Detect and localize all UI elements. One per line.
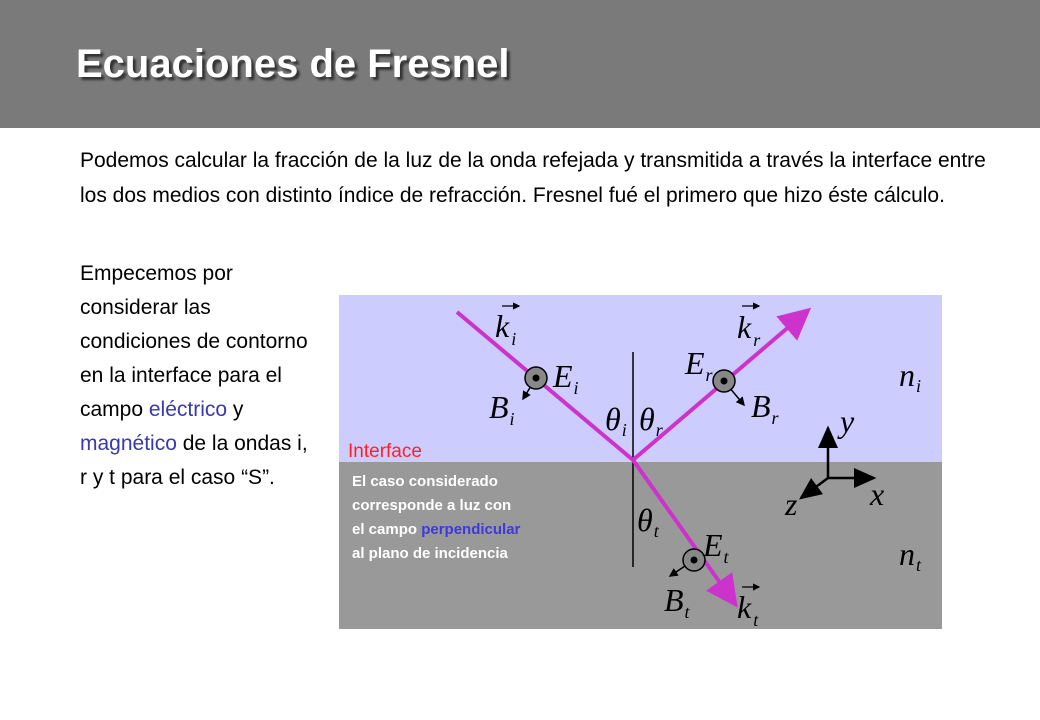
side-text-2: y: [227, 398, 244, 421]
k-incident-label: ki: [495, 308, 517, 349]
intro-paragraph: Podemos calcular la fracción de la luz de la onda refejada y transmitida a través la interface entre los dos medios con distinto índice de refracción. Fresnel fué el primero que hizo éste cálculo.: [80, 149, 986, 207]
b-reflected-label: Br: [751, 388, 779, 428]
x-axis-label: x: [870, 476, 885, 512]
caption-line-4: al plano de incidencia: [352, 545, 508, 562]
e-reflected-dot: [713, 370, 735, 392]
title-bar: [0, 0, 1040, 128]
e-incident-label: Ei: [553, 358, 579, 398]
interface-label: Interface: [348, 441, 422, 462]
theta-transmitted-label: θt: [637, 502, 659, 541]
theta-reflected-label: θr: [639, 401, 663, 440]
e-transmitted-label: Et: [703, 527, 729, 567]
fresnel-diagram: [339, 295, 942, 629]
caption-line-1: El caso considerado: [352, 473, 498, 490]
magnetic-word: magnético: [80, 432, 177, 455]
side-text-1: Empecemos por considerar las condiciones de contorno en la interface para el campo: [80, 262, 308, 421]
electric-word: eléctrico: [148, 398, 228, 421]
y-axis-label: y: [840, 403, 855, 439]
caption-line-3: el campo perpendicular: [352, 521, 521, 538]
n-incident-label: ni: [899, 357, 922, 396]
k-transmitted-label: kt: [737, 589, 759, 629]
e-reflected-label: Er: [685, 345, 713, 385]
e-transmitted-dot: [683, 549, 705, 571]
side-text-3: de la ondas i, r y t para el caso “S”.: [80, 432, 308, 489]
caption-line-2: corresponde a luz con: [352, 497, 512, 514]
b-incident-label: Bi: [489, 389, 515, 429]
e-incident-dot: [525, 367, 547, 389]
theta-incident-label: θi: [605, 401, 627, 440]
k-reflected-label: kr: [737, 309, 761, 350]
side-paragraph: [80, 257, 320, 495]
b-transmitted-label: Bt: [664, 582, 690, 622]
n-transmitted-label: nt: [899, 536, 922, 575]
z-axis-label: z: [785, 486, 798, 522]
slide-title: Ecuaciones de Fresnel: [76, 42, 510, 86]
